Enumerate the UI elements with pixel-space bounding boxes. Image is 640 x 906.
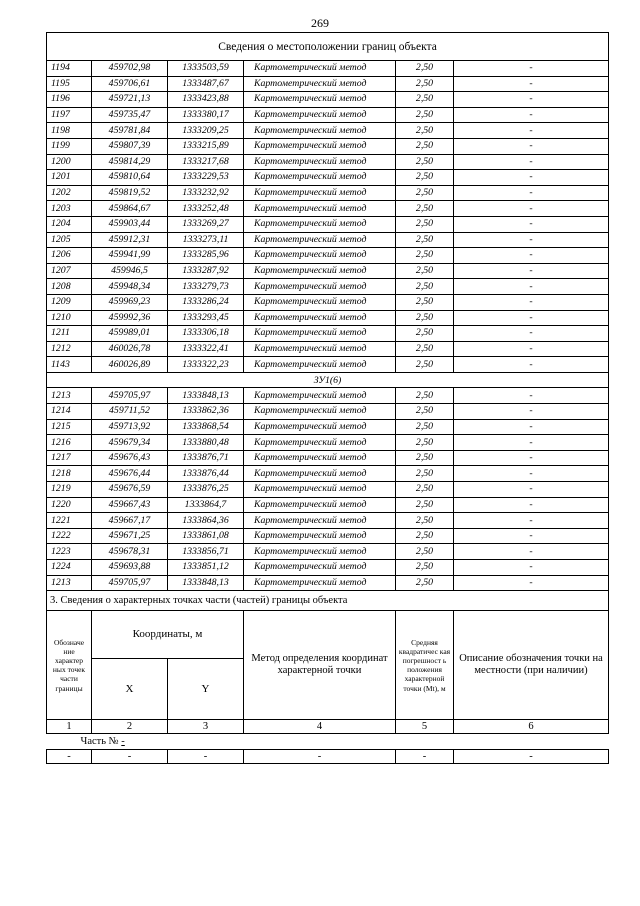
table-row	[47, 388, 609, 404]
table-cell: 1203	[47, 201, 92, 217]
table-cell: Картометрический метод	[244, 388, 396, 404]
table-cell: -	[454, 513, 609, 529]
table-cell: 1333856,71	[168, 544, 244, 560]
table-cell: Картометрический метод	[244, 482, 396, 498]
table-cell: 459693,88	[92, 560, 168, 576]
col-point-header: Обозначе ние характер ных точек части границы	[47, 611, 92, 720]
table-cell: -	[454, 544, 609, 560]
table-cell: 1333269,27	[168, 216, 244, 232]
table2-title: 3. Сведения о характерных точках части (частей) границы объекта	[47, 591, 609, 611]
index-cell: 4	[244, 720, 396, 734]
table-row	[47, 138, 609, 154]
col-x-header: X	[92, 658, 168, 720]
table-cell: 1333215,89	[168, 138, 244, 154]
table-cell: 2,50	[396, 294, 454, 310]
table-cell: Картометрический метод	[244, 560, 396, 576]
table-cell: 459671,25	[92, 528, 168, 544]
table-cell: Картометрический метод	[244, 466, 396, 482]
table-cell: Картометрический метод	[244, 294, 396, 310]
table-cell: 1221	[47, 513, 92, 529]
table-cell: 1143	[47, 357, 92, 373]
part-value: -	[121, 736, 125, 748]
table-cell: 2,50	[396, 92, 454, 108]
table-cell: 459814,29	[92, 154, 168, 170]
table-row	[47, 76, 609, 92]
table-cell: Картометрический метод	[244, 357, 396, 373]
table-cell: 459946,5	[92, 263, 168, 279]
col-method-header: Метод определения координат характерной точки	[244, 611, 396, 720]
table-cell: -	[454, 61, 609, 77]
table-cell: 1333848,13	[168, 388, 244, 404]
table-cell: -	[396, 750, 454, 764]
table-cell: -	[454, 138, 609, 154]
table-cell: 2,50	[396, 404, 454, 420]
table-cell: 2,50	[396, 513, 454, 529]
table-cell: -	[454, 404, 609, 420]
table-cell: 1333851,12	[168, 560, 244, 576]
table-cell: 2,50	[396, 232, 454, 248]
page-number: 269	[311, 16, 329, 30]
table2-title-row	[47, 591, 609, 611]
table-cell: 1333487,67	[168, 76, 244, 92]
table-cell: -	[454, 92, 609, 108]
table-cell: 2,50	[396, 528, 454, 544]
table-cell: 459705,97	[92, 575, 168, 591]
table-row	[47, 279, 609, 295]
table-cell: 1333880,48	[168, 435, 244, 451]
table-cell: Картометрический метод	[244, 185, 396, 201]
col-description-header: Описание обозначения точки на местности (при наличии)	[454, 611, 609, 720]
table-row	[47, 450, 609, 466]
table-cell: 459903,44	[92, 216, 168, 232]
table-cell: -	[244, 750, 396, 764]
table-cell: Картометрический метод	[244, 575, 396, 591]
table-cell: 1205	[47, 232, 92, 248]
table-cell: 459667,17	[92, 513, 168, 529]
part-label: Часть №	[80, 736, 119, 748]
table2-header-row	[47, 611, 609, 658]
table-cell: 1333848,13	[168, 575, 244, 591]
table-cell: 2,50	[396, 185, 454, 201]
table-cell: 459864,67	[92, 201, 168, 217]
table-cell: -	[454, 170, 609, 186]
table-cell: 1333285,96	[168, 248, 244, 264]
table-row	[47, 560, 609, 576]
table-cell: 1333209,25	[168, 123, 244, 139]
index-cell: 5	[396, 720, 454, 734]
table-cell: 459676,44	[92, 466, 168, 482]
table-cell: 1333322,41	[168, 341, 244, 357]
table-cell: 1333273,11	[168, 232, 244, 248]
table-cell: 2,50	[396, 341, 454, 357]
table-row	[47, 435, 609, 451]
table-row	[47, 575, 609, 591]
table-cell: 459735,47	[92, 107, 168, 123]
table-cell: Картометрический метод	[244, 435, 396, 451]
table-cell: Картометрический метод	[244, 123, 396, 139]
table-cell: 1196	[47, 92, 92, 108]
table-cell: 2,50	[396, 61, 454, 77]
table-cell: 2,50	[396, 279, 454, 295]
table-cell: 1200	[47, 154, 92, 170]
table-cell: 1217	[47, 450, 92, 466]
table2-part-row	[47, 734, 609, 750]
table-cell: 1206	[47, 248, 92, 264]
table-cell: -	[454, 388, 609, 404]
table-cell: Картометрический метод	[244, 263, 396, 279]
table-cell: 2,50	[396, 154, 454, 170]
table-cell: -	[454, 216, 609, 232]
table-cell: 2,50	[396, 497, 454, 513]
table-cell: -	[454, 232, 609, 248]
table-cell: 459992,36	[92, 310, 168, 326]
table-cell: 1215	[47, 419, 92, 435]
table-cell: 2,50	[396, 170, 454, 186]
table-cell: -	[454, 201, 609, 217]
table-cell: 1333876,71	[168, 450, 244, 466]
table-cell: 460026,89	[92, 357, 168, 373]
table-cell: -	[454, 435, 609, 451]
col-coords-header: Координаты, м	[92, 611, 244, 658]
table-cell: 459912,31	[92, 232, 168, 248]
table-row	[47, 404, 609, 420]
table-cell: 2,50	[396, 138, 454, 154]
table-cell: -	[454, 528, 609, 544]
table-cell: Картометрический метод	[244, 279, 396, 295]
table-cell: 1333876,44	[168, 466, 244, 482]
table-row	[47, 466, 609, 482]
table-cell: 1333861,08	[168, 528, 244, 544]
table-cell: 1210	[47, 310, 92, 326]
table-cell: 1333868,54	[168, 419, 244, 435]
table-cell: 1212	[47, 341, 92, 357]
table-cell: 459705,97	[92, 388, 168, 404]
index-cell: 3	[168, 720, 244, 734]
table-cell: 1195	[47, 76, 92, 92]
table-cell: 1333423,88	[168, 92, 244, 108]
col-accuracy-header: Средняя квадратичес кая погрешност ь положения характерной точки (Mt), м	[396, 611, 454, 720]
table-cell: 2,50	[396, 248, 454, 264]
table-cell: Картометрический метод	[244, 92, 396, 108]
table-cell: 2,50	[396, 419, 454, 435]
table-cell: Картометрический метод	[244, 107, 396, 123]
table-cell: 459676,59	[92, 482, 168, 498]
table-cell: -	[454, 482, 609, 498]
table-row	[47, 513, 609, 529]
table-cell: -	[454, 450, 609, 466]
table-row	[47, 310, 609, 326]
table-cell: 1333862,36	[168, 404, 244, 420]
table-cell: Картометрический метод	[244, 497, 396, 513]
table-row	[47, 357, 609, 373]
table-cell: 2,50	[396, 310, 454, 326]
table-cell: Картометрический метод	[244, 248, 396, 264]
table-row	[47, 528, 609, 544]
table-row	[47, 497, 609, 513]
table-cell: 2,50	[396, 435, 454, 451]
table-cell: 1208	[47, 279, 92, 295]
table-cell: -	[454, 279, 609, 295]
table-cell: 1333286,24	[168, 294, 244, 310]
table-cell: 459711,52	[92, 404, 168, 420]
table-cell: 1216	[47, 435, 92, 451]
table-cell: 2,50	[396, 123, 454, 139]
table-row	[47, 294, 609, 310]
table-cell: 1333876,25	[168, 482, 244, 498]
table-cell: -	[454, 750, 609, 764]
table-cell: Картометрический метод	[244, 341, 396, 357]
table-cell: 1333279,73	[168, 279, 244, 295]
table-cell: 1333306,18	[168, 326, 244, 342]
col-y-header: Y	[168, 658, 244, 720]
table-row	[47, 154, 609, 170]
table-row	[47, 482, 609, 498]
table-cell: 2,50	[396, 575, 454, 591]
table-cell: Картометрический метод	[244, 201, 396, 217]
index-cell: 6	[454, 720, 609, 734]
table-cell: 1333503,59	[168, 61, 244, 77]
table-cell: 1223	[47, 544, 92, 560]
table-cell: -	[454, 76, 609, 92]
table-cell: -	[454, 107, 609, 123]
table-cell: -	[92, 750, 168, 764]
table-row	[47, 107, 609, 123]
table-cell: 1207	[47, 263, 92, 279]
table-cell: 459667,43	[92, 497, 168, 513]
table-cell: -	[454, 575, 609, 591]
table-cell: Картометрический метод	[244, 404, 396, 420]
table-cell: Картометрический метод	[244, 450, 396, 466]
table-cell: Картометрический метод	[244, 419, 396, 435]
table-cell: Картометрический метод	[244, 138, 396, 154]
table-row	[47, 216, 609, 232]
document-sheet	[46, 32, 608, 764]
table-row	[47, 61, 609, 77]
table-cell: 2,50	[396, 357, 454, 373]
table-cell: 1333252,48	[168, 201, 244, 217]
table-cell: 1198	[47, 123, 92, 139]
table-cell: 2,50	[396, 201, 454, 217]
table-cell: -	[454, 185, 609, 201]
table-cell: -	[454, 123, 609, 139]
table-cell: Картометрический метод	[244, 326, 396, 342]
table-cell: 459721,13	[92, 92, 168, 108]
table-cell: Картометрический метод	[244, 154, 396, 170]
table-cell: 459810,64	[92, 170, 168, 186]
table-cell: 459702,98	[92, 61, 168, 77]
table-cell: 2,50	[396, 388, 454, 404]
table-title-row	[47, 33, 609, 61]
table-row	[47, 123, 609, 139]
table-cell: 1220	[47, 497, 92, 513]
table-cell: 1213	[47, 388, 92, 404]
table-cell: Картометрический метод	[244, 232, 396, 248]
table-row	[47, 185, 609, 201]
table-cell: 459713,92	[92, 419, 168, 435]
index-cell: 1	[47, 720, 92, 734]
table-cell: 1333322,23	[168, 357, 244, 373]
table-cell: 1194	[47, 61, 92, 77]
table-row	[47, 201, 609, 217]
table-cell: 2,50	[396, 450, 454, 466]
table-cell: 1202	[47, 185, 92, 201]
table-cell: 2,50	[396, 560, 454, 576]
table-cell: 1209	[47, 294, 92, 310]
table-cell: 1222	[47, 528, 92, 544]
table-cell: 1333287,92	[168, 263, 244, 279]
table-cell: 1211	[47, 326, 92, 342]
table-cell: 1333380,17	[168, 107, 244, 123]
table-cell: 459819,52	[92, 185, 168, 201]
table-row	[47, 92, 609, 108]
table-cell: Картометрический метод	[244, 513, 396, 529]
index-cell: 2	[92, 720, 168, 734]
part-number	[47, 734, 609, 750]
table-cell: 1218	[47, 466, 92, 482]
table-cell: -	[454, 263, 609, 279]
table-cell: 1333864,7	[168, 497, 244, 513]
table-cell: 459948,34	[92, 279, 168, 295]
table-cell: 1333232,92	[168, 185, 244, 201]
table-cell: 459989,01	[92, 326, 168, 342]
table-cell: -	[454, 357, 609, 373]
table-cell: -	[47, 750, 92, 764]
table-cell: 1219	[47, 482, 92, 498]
table-cell: 1333229,53	[168, 170, 244, 186]
table-cell: 1333293,45	[168, 310, 244, 326]
table-cell: Картометрический метод	[244, 528, 396, 544]
part-points-table	[46, 591, 609, 764]
table-cell: -	[454, 310, 609, 326]
table-cell: Картометрический метод	[244, 170, 396, 186]
table-cell: Картометрический метод	[244, 76, 396, 92]
section-label: ЗУ1(6)	[47, 372, 609, 388]
boundary-points-table	[46, 32, 609, 591]
table-cell: -	[454, 466, 609, 482]
table-cell: 460026,78	[92, 341, 168, 357]
table-cell: Картометрический метод	[244, 61, 396, 77]
table-cell: -	[454, 419, 609, 435]
table-cell: 1199	[47, 138, 92, 154]
table-cell: 2,50	[396, 263, 454, 279]
table-cell: 2,50	[396, 216, 454, 232]
table-cell: -	[454, 294, 609, 310]
table-cell: 459969,23	[92, 294, 168, 310]
table2-index-row	[47, 720, 609, 734]
table-row	[47, 750, 609, 764]
table-cell: 2,50	[396, 107, 454, 123]
table-cell: 1214	[47, 404, 92, 420]
table-cell: 1213	[47, 575, 92, 591]
table-cell: 459679,34	[92, 435, 168, 451]
table-cell: 2,50	[396, 544, 454, 560]
table-cell: -	[454, 154, 609, 170]
table-cell: 2,50	[396, 482, 454, 498]
table-cell: 459676,43	[92, 450, 168, 466]
table-cell: 459807,39	[92, 138, 168, 154]
table-cell: -	[168, 750, 244, 764]
table-cell: 459678,31	[92, 544, 168, 560]
table-cell: -	[454, 248, 609, 264]
table-row	[47, 170, 609, 186]
table-cell: Картометрический метод	[244, 216, 396, 232]
table-title: Сведения о местоположении границ объекта	[47, 33, 609, 61]
table-row	[47, 544, 609, 560]
table-row	[47, 419, 609, 435]
table-cell: -	[454, 326, 609, 342]
table-cell: -	[454, 560, 609, 576]
table-row	[47, 263, 609, 279]
table-cell: 1201	[47, 170, 92, 186]
table-cell: Картометрический метод	[244, 310, 396, 326]
table-row	[47, 341, 609, 357]
table-cell: 1333864,36	[168, 513, 244, 529]
table-cell: 1224	[47, 560, 92, 576]
table-cell: -	[454, 497, 609, 513]
table-row	[47, 248, 609, 264]
table-cell: 2,50	[396, 76, 454, 92]
table-cell: Картометрический метод	[244, 544, 396, 560]
table-cell: 459706,61	[92, 76, 168, 92]
table-cell: 459781,84	[92, 123, 168, 139]
table-cell: 1197	[47, 107, 92, 123]
section-row	[47, 372, 609, 388]
table-row	[47, 326, 609, 342]
table-row	[47, 232, 609, 248]
table-cell: -	[454, 341, 609, 357]
table-cell: 2,50	[396, 326, 454, 342]
table-cell: 459941,99	[92, 248, 168, 264]
table-cell: 1333217,68	[168, 154, 244, 170]
table-cell: 2,50	[396, 466, 454, 482]
table-cell: 1204	[47, 216, 92, 232]
